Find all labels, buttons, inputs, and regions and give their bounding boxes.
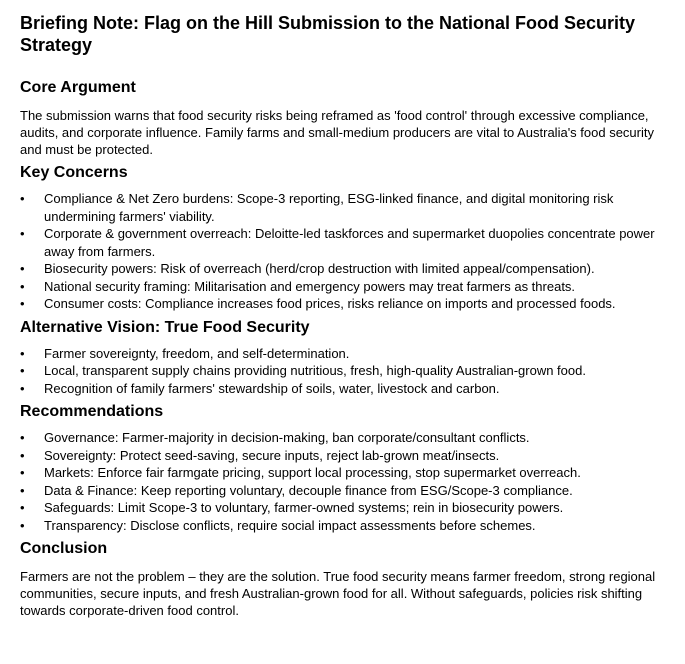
key-concerns-list <box>20 190 675 313</box>
section-heading-conclusion: Conclusion <box>20 540 108 557</box>
list-item: • Farmer sovereignty, freedom, and self-determination. <box>20 345 675 363</box>
recommendations-list <box>20 429 675 534</box>
list-item: • Sovereignty: Protect seed-saving, secure inputs, reject lab-grown meat/insects. <box>20 447 675 465</box>
list-item: • Corporate & government overreach: Deloitte-led taskforces and supermarket duopolies concentrate power away from farmers. <box>20 225 675 260</box>
list-item: • Local, transparent supply chains providing nutritious, fresh, high-quality Australian-grown food. <box>20 362 675 380</box>
list-item: • Biosecurity powers: Risk of overreach (herd/crop destruction with limited appeal/compensation). <box>20 260 675 278</box>
list-item: • Data & Finance: Keep reporting voluntary, decouple finance from ESG/Scope-3 compliance. <box>20 482 675 500</box>
list-item: • Markets: Enforce fair farmgate pricing, support local processing, stop supermarket overreach. <box>20 464 675 482</box>
section-heading-core-argument: Core Argument <box>20 79 136 96</box>
list-item: • Transparency: Disclose conflicts, require social impact assessments before schemes. <box>20 517 675 535</box>
list-item: • National security framing: Militarisation and emergency powers may treat farmers as threats. <box>20 278 675 296</box>
list-item: • Compliance & Net Zero burdens: Scope-3 reporting, ESG-linked finance, and digital monitoring risk undermining farmers' viability. <box>20 190 675 225</box>
list-item: • Consumer costs: Compliance increases food prices, risks reliance on imports and processed foods. <box>20 295 675 313</box>
core-argument-paragraph: The submission warns that food security risks being reframed as 'food control' through excessive compliance, audits, and corporate influence. Family farms and small-medium producers are vital to Australia's food security and must be protected. <box>20 108 654 157</box>
list-item: • Safeguards: Limit Scope-3 to voluntary, farmer-owned systems; rein in biosecurity powers. <box>20 499 675 517</box>
section-heading-key-concerns: Key Concerns <box>20 164 128 181</box>
document-title: Briefing Note: Flag on the Hill Submission to the National Food Security Strategy <box>20 13 636 55</box>
list-item: • Recognition of family farmers' stewardship of soils, water, livestock and carbon. <box>20 380 675 398</box>
conclusion-paragraph: Farmers are not the problem – they are the solution. True food security means farmer freedom, strong regional communities, secure inputs, and fresh Australian-grown food for all. Without safeguards, policies risk shifting towards corporate-driven food control. <box>20 569 656 618</box>
section-heading-recommendations: Recommendations <box>20 403 164 420</box>
alternative-vision-list <box>20 345 675 398</box>
list-item: • Governance: Farmer-majority in decision-making, ban corporate/consultant conflicts. <box>20 429 675 447</box>
section-heading-alternative-vision: Alternative Vision: True Food Security <box>20 318 310 336</box>
